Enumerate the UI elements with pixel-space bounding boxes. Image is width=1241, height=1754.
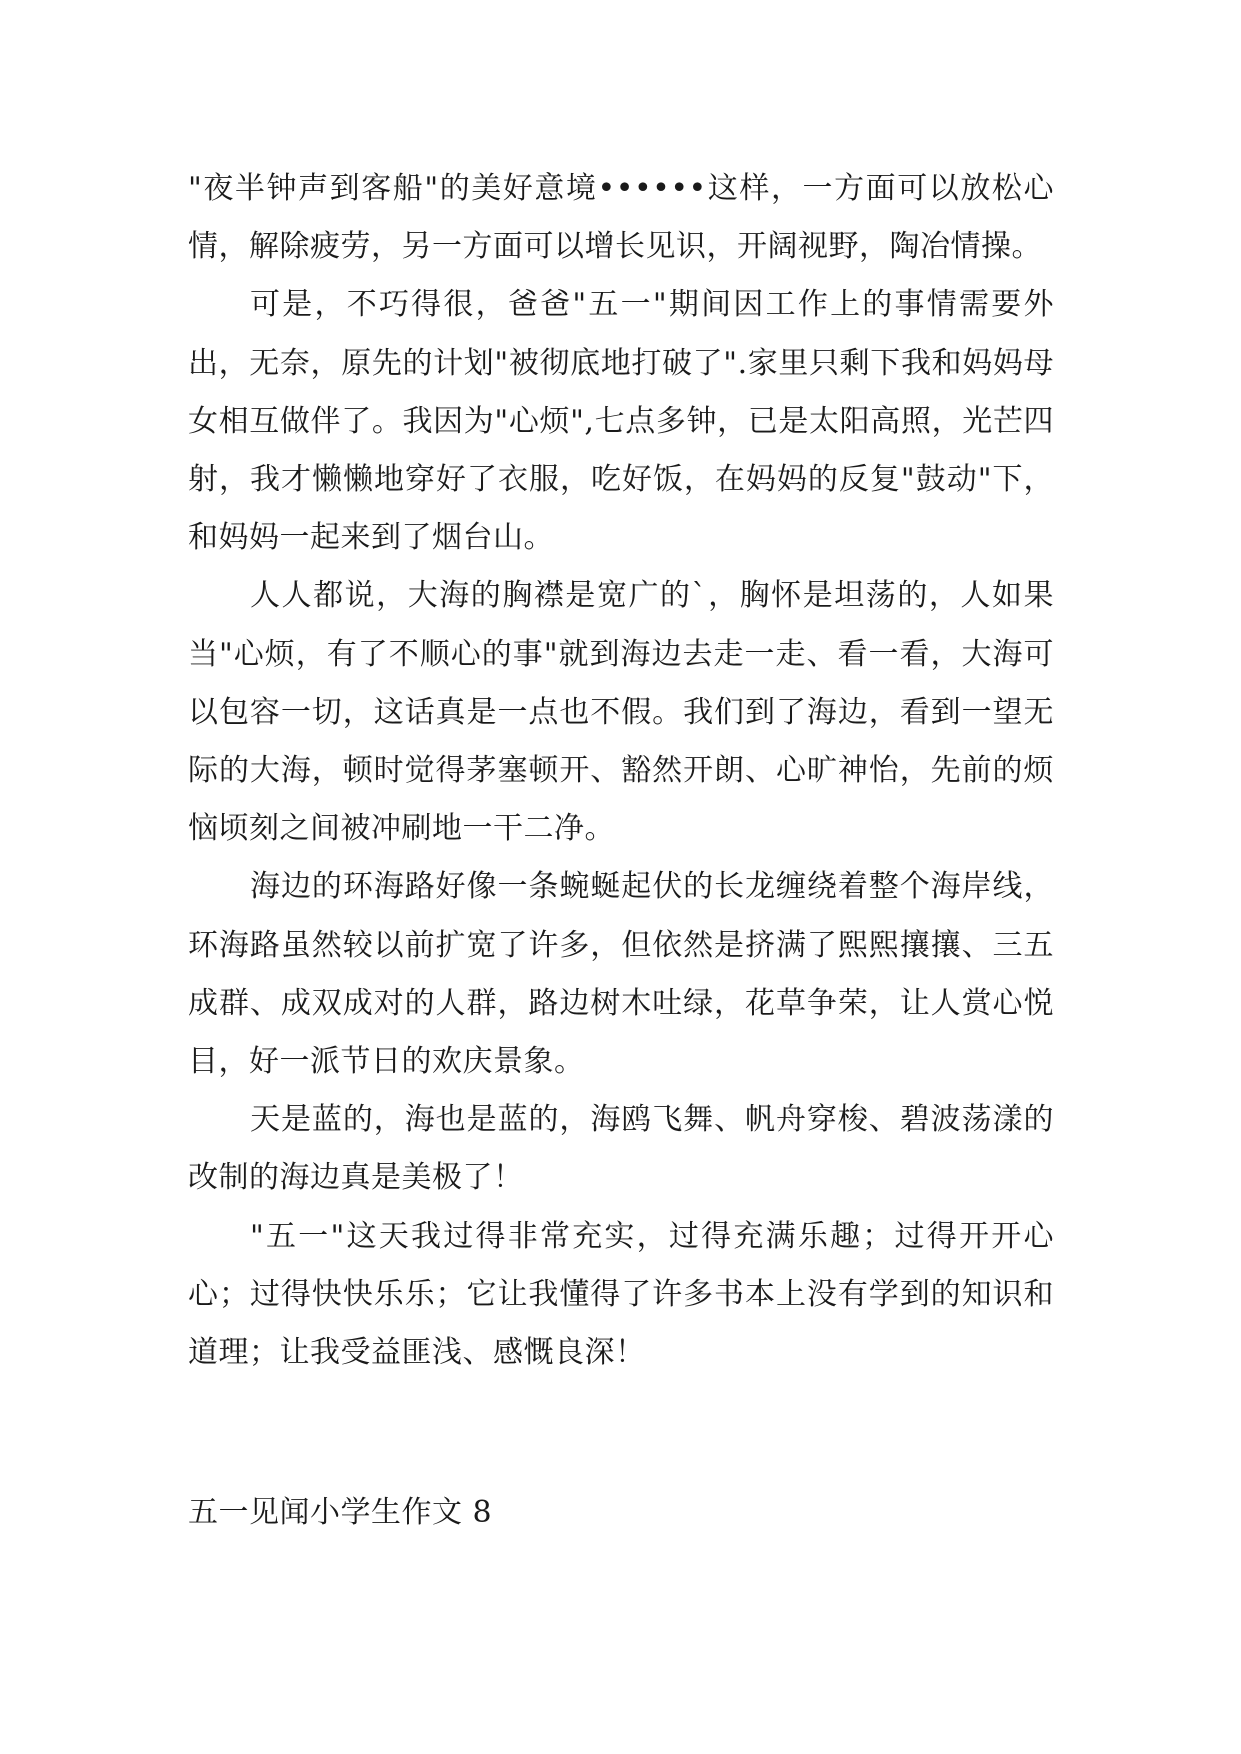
document-body — [188, 160, 1054, 1382]
paragraph: 人人都说，大海的胸襟是宽广的`，胸怀是坦荡的，人如果当"心烦，有了不顺心的事"就到海边去走一走、看一看，大海可以包容一切，这话真是一点也不假。我们到了海边，看到一望无际的大海，顿时觉得茅塞顿开、豁然开朗、心旷神怡，先前的烦恼顷刻之间被冲刷地一干二净。 — [188, 578, 1054, 847]
paragraph: 天是蓝的，海也是蓝的，海鸥飞舞、帆舟穿梭、碧波荡漾的改制的海边真是美极了！ — [188, 1102, 1054, 1196]
paragraph: 海边的环海路好像一条蜿蜒起伏的长龙缠绕着整个海岸线，环海路虽然较以前扩宽了许多，但依然是挤满了熙熙攘攘、三五成群、成双成对的人群，路边树木吐绿，花草争荣，让人赏心悦目，好一派节日的欢庆景象。 — [188, 869, 1054, 1080]
paragraph: "五一"这天我过得非常充实，过得充满乐趣；过得开开心心；过得快快乐乐；它让我懂得了许多书本上没有学到的知识和道理；让我受益匪浅、感慨良深！ — [188, 1218, 1054, 1371]
paragraph-continuation: "夜半钟声到客船"的美好意境••••••这样，一方面可以放松心情，解除疲劳，另一方面可以增长见识，开阔视野，陶冶情操。 — [188, 171, 1054, 265]
section-title: 五一见闻小学生作文 8 — [188, 1495, 493, 1530]
paragraph: 可是，不巧得很，爸爸"五一"期间因工作上的事情需要外出，无奈，原先的计划"被彻底地打破了".家里只剩下我和妈妈母女相互做伴了。我因为"心烦",七点多钟，已是太阳高照，光芒四射，我才懒懒地穿好了衣服，吃好饭，在妈妈的反复"鼓动"下，和妈妈一起来到了烟台山。 — [188, 287, 1054, 556]
